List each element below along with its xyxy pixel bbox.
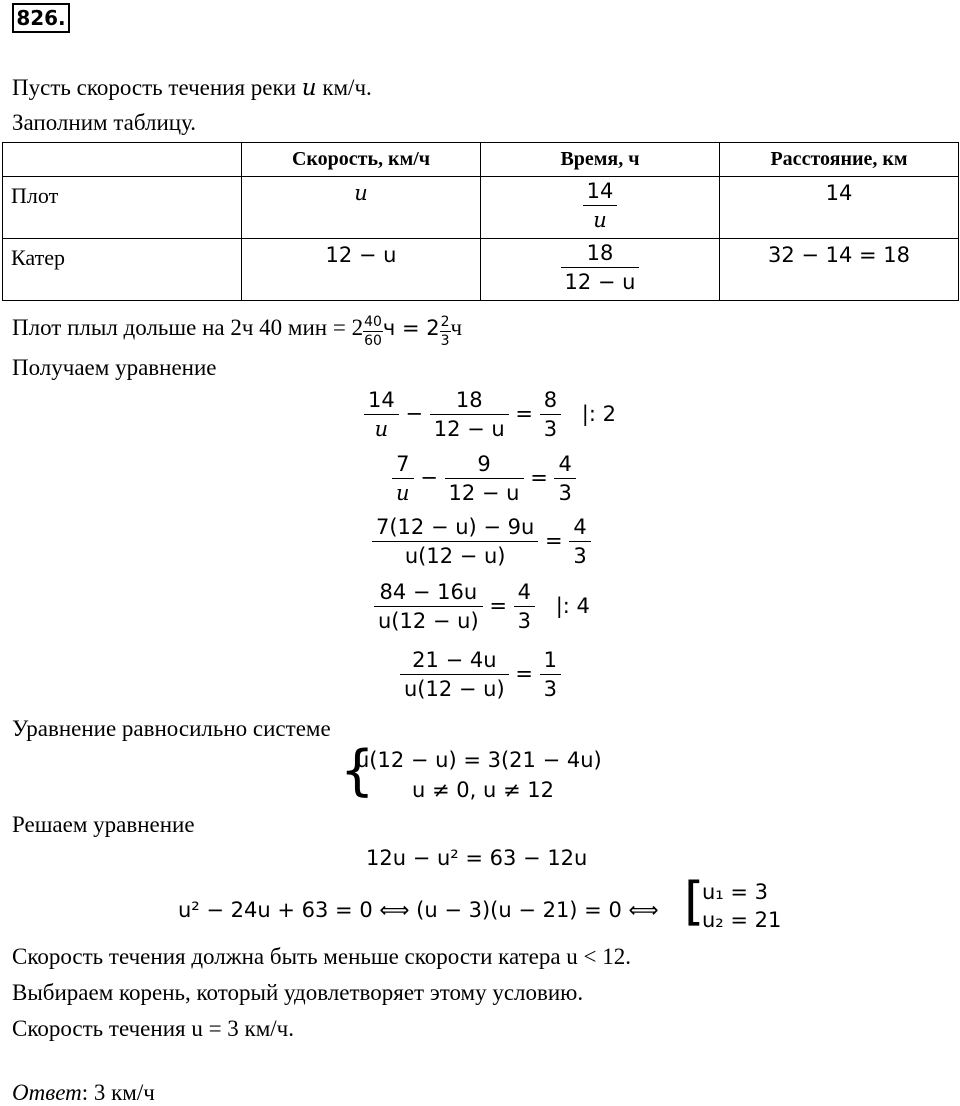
longer-text: Плот плыл дольше на 2ч 40 мин = 2: [12, 315, 364, 340]
answer-value: : 3 км/ч: [81, 1080, 155, 1105]
equation-step-4: $\frac{84 - 16u}{u(12 - u)}$ = $\frac{4}{3}$ |: 4: [374, 580, 590, 633]
boat-speed: 12 − u: [242, 239, 481, 301]
longer-mid: ч = 2: [382, 316, 440, 340]
system-line-1: u(12 − u) = 3(21 − 4u): [356, 748, 602, 772]
raft-distance: 14: [720, 177, 959, 239]
problem-number: 826.: [12, 3, 70, 33]
intro-line-2: Заполним таблицу.: [12, 110, 197, 135]
table-header-row: [3, 143, 959, 177]
equation-step-3: $\frac{7(12 - u) - 9u}{u(12 - u)}$ = $\frac{4}{3}$: [372, 515, 591, 568]
intro-unit: км/ч.: [316, 75, 372, 100]
equation-step-1: $\frac{14}{u}$ − $\frac{18}{12 - u}$ = $\frac{8}{3}$ |: 2: [364, 388, 616, 441]
intro-line-1: [12, 75, 372, 101]
result-line: Скорость течения u = 3 км/ч.: [12, 1016, 294, 1041]
longer-end: ч: [450, 315, 463, 340]
table-header-time: Время, ч: [481, 143, 720, 177]
table-header-speed: Скорость, км/ч: [242, 143, 481, 177]
condition-line: Скорость течения должна быть меньше скорости катера u < 12.: [12, 944, 632, 969]
system-intro: Уравнение равносильно системе: [12, 716, 331, 741]
root-2: u₂ = 21: [702, 908, 782, 932]
table-header-empty: [3, 143, 242, 177]
solve-line-2: u² − 24u + 63 = 0 ⟺ (u − 3)(u − 21) = 0 ⟺: [178, 898, 659, 922]
system-line-2: u ≠ 0, u ≠ 12: [412, 778, 554, 802]
intro-text: Пусть скорость течения реки: [12, 75, 302, 100]
table-row-boat: [3, 239, 959, 301]
raft-speed: u: [242, 177, 481, 239]
data-table: [2, 142, 959, 301]
row-label: Катер: [3, 239, 242, 301]
longer-line: [12, 314, 462, 349]
fraction-2-3: $\frac{2}{3}$: [440, 314, 450, 349]
intro-variable: u: [301, 75, 317, 101]
root-1: u₁ = 3: [702, 880, 769, 904]
choose-line: Выбираем корень, который удовлетворяет этому условию.: [12, 980, 584, 1005]
solve-intro: Решаем уравнение: [12, 812, 195, 837]
solve-line-1: 12u − u² = 63 − 12u: [366, 846, 588, 870]
square-bracket-icon: [: [684, 872, 705, 932]
equation-step-5: $\frac{21 - 4u}{u(12 - u)}$ = $\frac{1}{3}$: [400, 648, 561, 701]
raft-time: $\frac{14}{u}$: [481, 177, 720, 239]
answer-line: [12, 1080, 155, 1106]
curly-brace-icon: {: [340, 739, 375, 802]
row-label: Плот: [3, 177, 242, 239]
answer-label: Ответ: [12, 1080, 82, 1105]
boat-time: $\frac{18}{12 - u}$: [481, 239, 720, 301]
boat-distance: 32 − 14 = 18: [720, 239, 959, 301]
equation-step-2: $\frac{7}{u}$ − $\frac{9}{12 - u}$ = $\frac{4}{3}$: [392, 452, 576, 505]
table-row-raft: [3, 177, 959, 239]
table-header-distance: Расстояние, км: [720, 143, 959, 177]
get-equation-label: Получаем уравнение: [12, 355, 217, 380]
fraction-40-60: $\frac{40}{60}$: [364, 314, 382, 349]
